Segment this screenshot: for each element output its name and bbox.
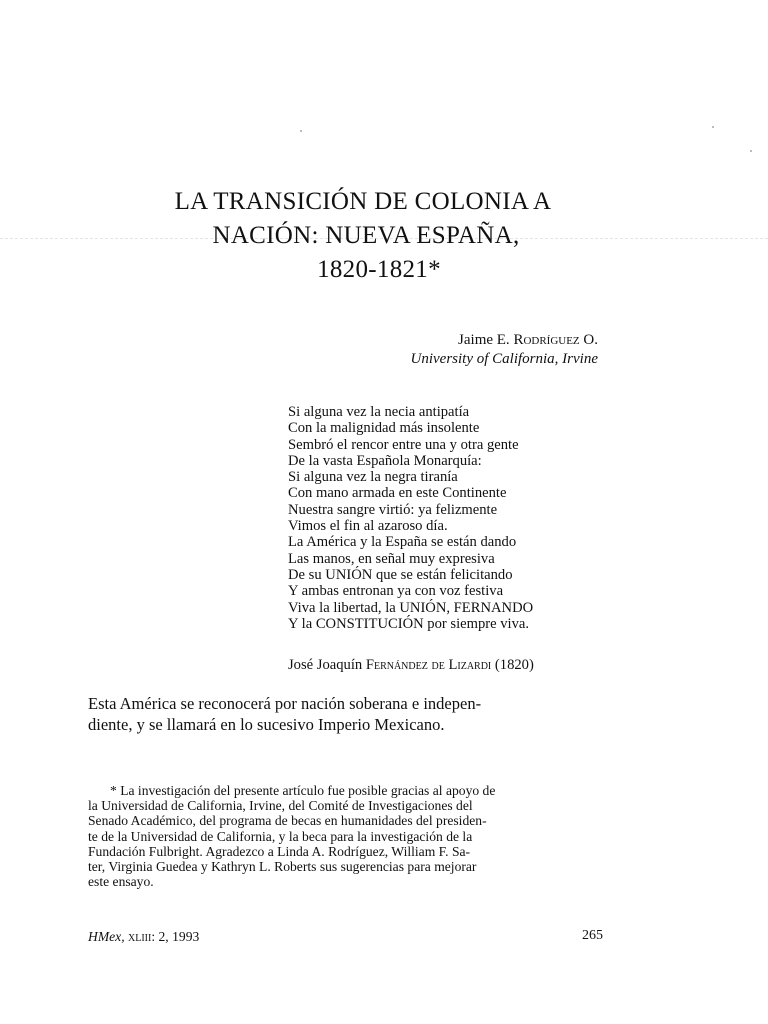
poem-verse: Y la CONSTITUCIÓN por siempre viva.	[288, 615, 530, 632]
scan-speck	[712, 126, 714, 128]
journal-name: HMex,	[88, 929, 125, 944]
footnote-line: ter, Virginia Guedea y Kathryn L. Roberts sus sugerencias para mejorar	[88, 859, 477, 875]
footnote	[88, 783, 608, 889]
poem-author-given-name: José Joaquín	[288, 657, 363, 673]
poem-verse: La América y la España se están dando	[288, 534, 517, 551]
footnote-line: este ensayo.	[88, 874, 154, 890]
author-name	[411, 331, 598, 350]
title-line-2: NACIÓN: NUEVA ESPAÑA,	[212, 222, 520, 249]
poem-verse: Con la malignidad más insolente	[288, 420, 480, 437]
poem-verse: De su UNIÓN que se están felicitando	[288, 566, 513, 583]
prose-epigraph	[88, 693, 618, 735]
page-number: 265	[582, 928, 603, 943]
poem-year: (1820)	[494, 657, 534, 673]
scan-speck	[750, 150, 752, 152]
poem-verse: Viva la libertad, la UNIÓN, FERNANDO	[288, 599, 534, 616]
footnote-line: * La investigación del presente artículo fue posible gracias al apoyo de	[110, 783, 496, 798]
poem-epigraph	[288, 404, 533, 632]
author-affiliation: University of California, Irvine	[410, 351, 598, 367]
footnote-line: Senado Académico, del programa de becas en humanidades del presiden-	[88, 813, 487, 829]
poem-verse: Con mano armada en este Continente	[288, 485, 507, 502]
footnote-line: Fundación Fulbright. Agradezco a Linda A. Rodríguez, William F. Sa-	[88, 843, 471, 859]
poem-verse: Y ambas entronan ya con voz festiva	[288, 583, 504, 600]
footnote-line: te de la Universidad de California, y la beca para la investigación de la	[88, 828, 473, 844]
footnote-line: la Universidad de California, Irvine, del Comité de Investigaciones del	[88, 798, 473, 814]
author-block	[411, 331, 598, 369]
poem-author-surname: Fernández de Lizardi	[365, 657, 492, 673]
journal-volume: xliii: 2, 1993	[128, 929, 200, 944]
poem-verse: Si alguna vez la necia antipatía	[288, 404, 470, 420]
article-title	[0, 185, 768, 287]
poem-verse: Vimos el fin al azaroso día.	[288, 518, 448, 535]
epigraph-line: Esta América se reconocerá por nación soberana e indepen-	[88, 694, 482, 713]
title-line-3: 1820-1821*	[317, 256, 441, 283]
poem-verse: Si alguna vez la negra tiranía	[288, 469, 458, 486]
title-line-1: LA TRANSICIÓN DE COLONIA A	[174, 188, 552, 215]
journal-citation	[88, 929, 199, 945]
epigraph-line: diente, y se llamará en lo sucesivo Imperio Mexicano.	[88, 715, 445, 734]
poem-verse: Nuestra sangre virtió: ya felizmente	[288, 501, 498, 518]
poem-verse: De la vasta Española Monarquía:	[288, 452, 482, 469]
poem-verse: Sembró el rencor entre una y otra gente	[288, 436, 519, 453]
poem-attribution	[288, 656, 534, 674]
scan-speck	[300, 130, 302, 132]
poem-verse: Las manos, en señal muy expresiva	[288, 550, 495, 567]
author-surname: Rodríguez O.	[513, 332, 598, 348]
author-given-name: Jaime E.	[458, 332, 510, 348]
